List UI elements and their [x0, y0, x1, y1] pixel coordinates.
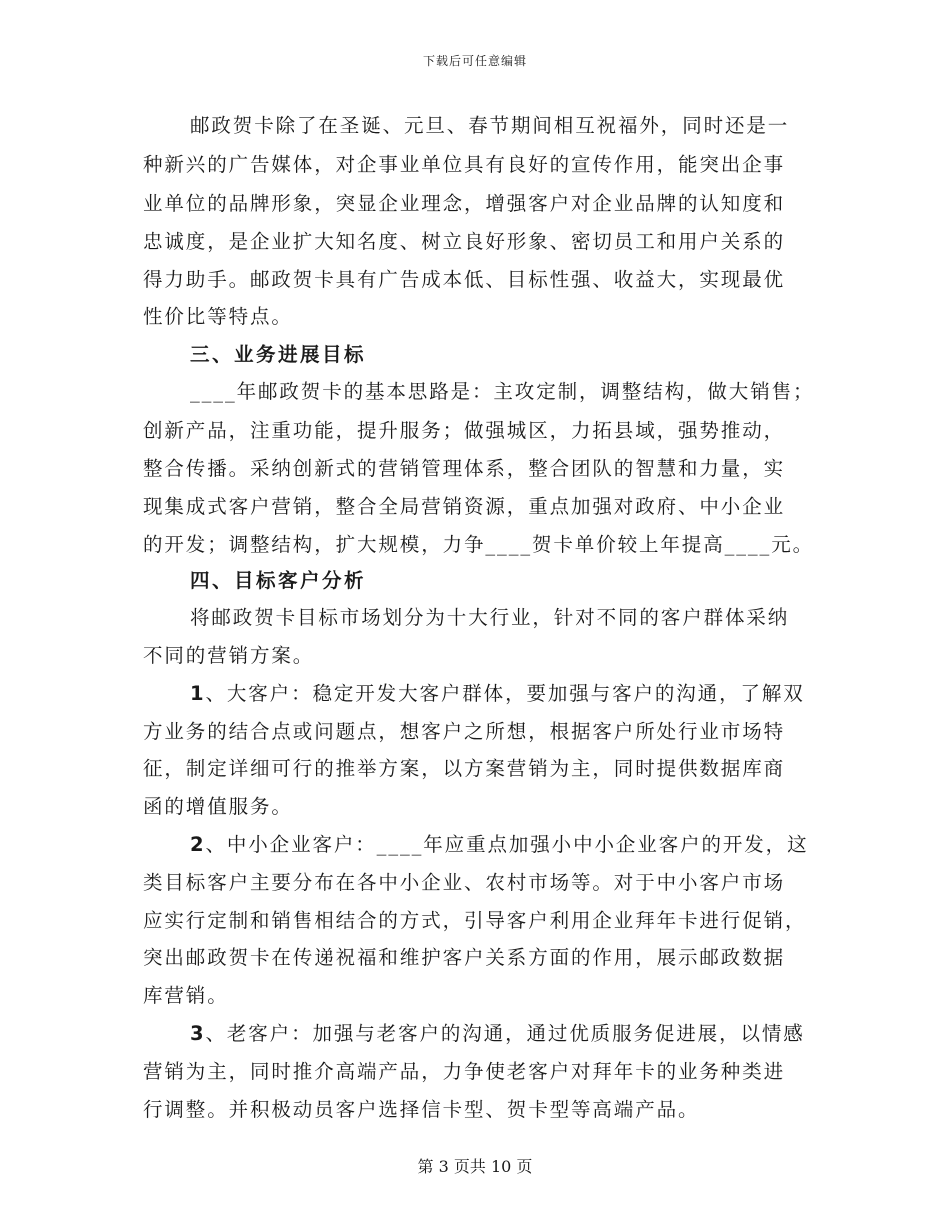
list-item-line: 行调整。并积极动员客户选择信卡型、贺卡型等高端产品。: [143, 1098, 700, 1121]
list-item-line: 库营销。: [143, 984, 229, 1007]
paragraph-line: 将邮政贺卡目标市场划分为十大行业，针对不同的客户群体采纳: [190, 606, 790, 629]
list-item-line: [190, 682, 805, 706]
list-item-line: 方业务的结合点或问题点，想客户之所想，根据客户所处行业市场特: [143, 720, 786, 743]
paragraph-line: 得力助手。邮政贺卡具有广告成本低、目标性强、收益大，实现最优: [143, 268, 786, 291]
list-item-line: 应实行定制和销售相结合的方式，引导客户利用企业拜年卡进行促销，: [143, 909, 807, 932]
paragraph-line: 创新产品，注重功能，提升服务；做强城区，力拓县域，强势推动，: [143, 419, 786, 442]
paragraph-line: 忠诚度，是企业扩大知名度、树立良好形象、密切员工和用户关系的: [143, 230, 786, 253]
list-item-line: 征，制定详细可行的推举方案，以方案营销为主，同时提供数据库商: [143, 757, 786, 780]
list-item-line: [190, 1022, 805, 1046]
paragraph-line: 整合传播。采纳创新式的营销管理体系，整合团队的智慧和力量，实: [143, 457, 786, 480]
list-item-line: 营销为主，同时推介高端产品，力争使老客户对拜年卡的业务种类进: [143, 1060, 786, 1083]
list-item-line: 函的增值服务。: [143, 795, 293, 818]
section-heading: 四、目标客户分析: [190, 569, 367, 592]
item-number: 3: [190, 1022, 206, 1045]
paragraph-line: 业单位的品牌形象，突显企业理念，增强客户对企业品牌的认知度和: [143, 192, 786, 215]
list-item-line: 类目标客户主要分布在各中小企业、农村市场等。对于中小客户市场: [143, 871, 786, 894]
item-text: 、老客户：加强与老客户的沟通，通过优质服务促进展，以情感: [205, 1022, 805, 1045]
paragraph-line: 不同的营销方案。: [143, 644, 315, 667]
item-text: 、中小企业客户：____年应重点加强小中小企业客户的开发，这: [205, 833, 809, 856]
page-header: 下载后可任意编辑: [422, 54, 527, 68]
paragraph-line: 种新兴的广告媒体，对企事业单位具有良好的宣传作用，能突出企事: [143, 153, 786, 176]
item-number: 1: [190, 682, 206, 705]
paragraph-line: 邮政贺卡除了在圣诞、元旦、春节期间相互祝福外，同时还是一: [190, 114, 790, 137]
list-item-line: [190, 833, 808, 857]
paragraph-line: 现集成式客户营销，整合全局营销资源，重点加强对政府、中小企业: [143, 495, 786, 518]
list-item-line: 突出邮政贺卡在传递祝福和维护客户关系方面的作用，展示邮政数据: [143, 946, 786, 969]
paragraph-line: 的开发；调整结构，扩大规模，力争____贺卡单价较上年提高____元。: [143, 533, 815, 556]
item-text: 、大客户：稳定开发大客户群体，要加强与客户的沟通，了解双: [205, 682, 805, 705]
page-footer: 第 3 页共 10 页: [417, 1157, 533, 1176]
item-number: 2: [190, 833, 206, 856]
section-heading: 三、业务进展目标: [190, 343, 367, 366]
paragraph-line: 性价比等特点。: [143, 305, 293, 328]
paragraph-line: ____年邮政贺卡的基本思路是：主攻定制，调整结构，做大销售；: [190, 380, 815, 403]
